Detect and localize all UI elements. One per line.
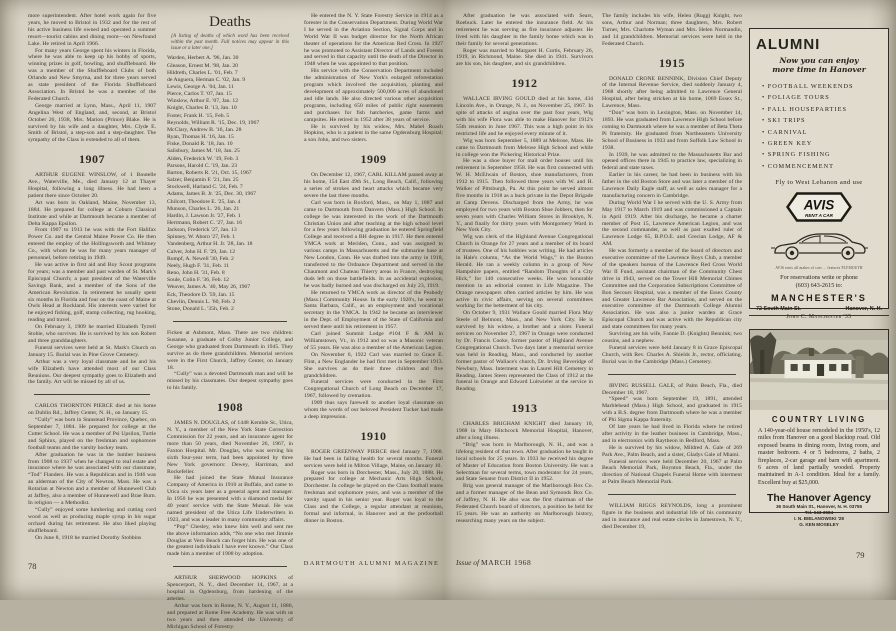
- obituary-paragraph: He was active in first aid and Boy Scout programs for years; was a member and past warden of St. Mark's Episcopal Church; a past president of the Waterville Savings Bank, and a member of the Sons of the American Revolution. In retirement he usually spent six months in Florida and four on the coast of Maine at Owls Head at Rockland. His interests were varied for he enjoyed fishing, golf, stamp collecting, rug hooking, reading and travel.: [28, 262, 156, 324]
- list-item: Hildreth, Charles L. '01, Feb. 7: [167, 69, 238, 76]
- list-item: • FOLIAGE TOURS: [762, 92, 882, 103]
- list-item: de Anguera, Herman C. '02, Jan. 9: [167, 76, 246, 83]
- list-item: Neely, Hugh F. '31, Feb. 11: [167, 262, 230, 269]
- list-item: Stockwell, Harland C. '24, Feb. 7: [167, 184, 243, 191]
- obituary-paragraph: He entered the N. Y. State Forestry Service in 1914 as a forester in the Conservation Department. During World War I he served in the Aviation Section, Signal Corps and in World War II was budget director for the North African theater of operations for the American Red Cross. In 1927 he was promoted to Assistant Director of Lands and Forests and served in that capacity until the death of the Director in 1948 when he was appointed to that position.: [304, 13, 443, 68]
- obituary-paragraph: George married at Lynn, Mass., April 11, 1907 Angelina West of England, and, second, at Bristol October 26, 1938, Mrs. Marion (Prince) Blake. He is survived by his wife and a daughter, Mrs. Clyde E. Smith of Bristol, a step-son and a step-daughter. The sympathy of the Class is extended to all of them.: [28, 102, 156, 144]
- obituary-paragraph: After graduation he was in the lumber business from 1908 to 1937 when he changed to real estate and insurance where he was associated with our classmate, “Tod” Flanders. He was a Republican and in 1946 was an alderman of the City of Newton, Mass. He was a Rotarian at Newton and a member of Hunnewell Club at Jaffrey, also a member of Hunnewell and Brae Burn. In religion — a Methodist.: [28, 451, 156, 506]
- list-item: Salzer, Benjamin F. '21, Jan. 25: [167, 177, 239, 184]
- list-item: Warden, Herbert A. '96, Jan. 30: [167, 55, 239, 62]
- obituary-paragraph: On October 9, 1931 Wallace Gould married Flora May Steele of Belmont, Mass., and New York City. He is survived by his widow, a brother and a sister. Funeral services on November 27, 1967 in Orange were conducted by Dr. Francis Cooke, former pastor of Highland Avenue Congregational Church. Two days later a memorial service was held in Reading, Mass., and conducted by another former pastor of Wallace's church, Dr. Irving Beveridge of Newbury, Mass. Interment was in Laurel Hill Cemetery in Reading. James Steen represented the Class of 1912 at the funeral in Orange and Edward Luitwieler at the service in Reading.: [456, 310, 593, 393]
- obituary-paragraph: The family includes his wife, Helen (Rugg) Knight, two sons, Arthur and Norman; three daughters, Mrs. Robert Turner, Mrs. Charlotte Wyman and Mrs. Helen Normandin, and 14 grandchildren. Memorial services were held in the Federated Church.: [602, 13, 742, 47]
- manchesters-proprietor: John C. Manchester '35: [786, 314, 852, 321]
- class-year-heading: 1907: [79, 152, 105, 167]
- class-year-heading: 1912: [511, 76, 538, 91]
- obituary-paragraph: Carl was born in Boxford, Mass., on May 1, 1887 and came to Dartmouth from Danvers (Mass.) High School. In college he was interested in the work of the Dartmouth Christian Union and after teaching at the high school level for a few years following graduation he entered Springfield College and received a BH degree in 1917. He then entered YMCA work at Meriden, Conn., and was assigned to various camps in Massachusetts and the submarine base at New London, Conn. He was drafted into the army in 1918, transferred to the Ordnance Department and served in the Chaumont and Chateau Thierry areas in France, destroying duds left on those battlefields. In an accidental explosion, he was badly burned and was discharged on July 23, 1919.: [304, 199, 443, 289]
- car-illustration-icon: [756, 229, 882, 266]
- list-item: Alden, Frederick W. '19, Feb. 3: [167, 155, 239, 162]
- alumni-ad-bullet-list: [762, 81, 882, 172]
- obituary-paragraph: Of late years he had lived in Florida where he retired after activity in the leather business in Cambridge, Mass., and in electronics with Raytheon in Bedford, Mass.: [602, 424, 742, 444]
- list-item: Munson, Charles L. '26, Jan. 21: [167, 205, 240, 212]
- section-divider: [608, 494, 736, 496]
- list-item: Barton, Roberts R. '21, Oct. 15, 1967: [167, 169, 252, 176]
- list-item: • GREEN KEY: [762, 138, 882, 149]
- agency-phone: Tel. 643-3584: [804, 510, 834, 516]
- class-year-heading: 1909: [360, 152, 387, 167]
- obituary-paragraph: Carl joined Summit Lodge #104 F & AM in Williamstown, Vt., in 1912 and so was a Masonic veteran of 55 years. He was also a member of the American Legion.: [304, 331, 443, 351]
- list-item: • SKI TRIPS: [762, 115, 882, 126]
- left-page-column-2: [167, 13, 293, 630]
- obituary-paragraph: Arthur was born in Rome, N. Y., August 11, 1886, and prepared at Rome Free Academy. He was with us two years and then attended the University of Michigan School of Forestry.: [167, 602, 293, 630]
- obituary-paragraph: From 1907 to 1913 he was with the Fort Halifax Power Co. and the Central Maine Power Co. He then entered the employ of the Hollingsworth and Whitney Co., with whom he was for many years manager of personnel, before retiring in 1949.: [28, 227, 156, 262]
- obituary-paragraph: Funeral services were held January 8 in Grace Episcopal Church, with Rev. Charles A. Shields Jr., rector, officiating. Burial was in the Cambridge (Mass.) Cemetery.: [602, 344, 742, 365]
- right-page-column-1: [456, 13, 593, 551]
- obituary-paragraph: He is survived by his widow, Mrs. Mabel Roach Hopkins, who is a patient in the same Ogdensburg Hospital; a son John, and two sisters.: [304, 123, 443, 144]
- list-item: Calver, John H. F. '29, Jan. 12: [167, 248, 236, 255]
- svg-text:RENT A CAR: RENT A CAR: [805, 213, 833, 219]
- list-item: Rumpf, A. Newell '30, Feb. 2: [167, 255, 234, 262]
- obituary-paragraph: Funeral services were held December 20, 1967 at Palm Beach Memorial Park, Boynton Beach, Fla., under the direction of National Chapels Funeral Home with interment at Palm Beach Memorial Park.: [602, 458, 742, 486]
- obituary-paragraph: CARLOS THORNTON PIERCE died at his home on Dublin Rd., Jaffrey Center, N. H., on January 15.: [28, 403, 156, 417]
- section-divider: [34, 394, 150, 396]
- obituary-paragraph: He was a shoe buyer for mail order houses until his retirement in September 1958. He was first connected with W. H. McElwain of Boston, shoe manufacturers, from 1912 to 1915. Then followed three years with W. and H. Walker of Pittsburgh, Pa. At this point he served almost five months in 1918 as a buck private in the Depot Brigade at Camp Devens. Discharged from the Army, he was employed for two years with Boston Shoe Jobbers, then for seven years with Charles William Stores in Brooklyn, N. Y., and finally for thirty years with Montgomery Ward in New York City.: [456, 158, 594, 234]
- deaths-list: [167, 55, 293, 313]
- obituary-paragraph: After graduation he was associated with Sears, Roebuck. Later he entered the insurance field. At his retirement he was serving as fire insurance adjuster. He lived with his daughter in the family home which was in their family for several generations.: [456, 13, 593, 47]
- reservations-text: For reservations write or phone (603) 643-2615 to:: [780, 274, 858, 290]
- list-item: McClary, Andrew B. '16, Jan. 28: [167, 126, 242, 133]
- svg-text:AVIS: AVIS: [803, 197, 835, 213]
- fly-text: Fly to West Lebanon and use: [775, 179, 863, 187]
- left-column-2-continued: [167, 321, 293, 631]
- list-item: Stone, Donald L. '35h, Feb. 2: [167, 305, 234, 312]
- alumni-ad-title: ALUMNI: [756, 36, 821, 53]
- alumni-ad-tagline: Now you can enjoy more time in Hanover: [772, 56, 866, 74]
- section-divider: [173, 321, 287, 323]
- agency-address: 36 South Main St., Hanover, N. H. 03755: [775, 504, 863, 510]
- deaths-notice: [A listing of deaths of which word has been received within the past month. Full notices may appear in this issue or a later one.]: [171, 34, 289, 51]
- obituary-paragraph: 1909 thus says farewell to another loyal classmate on whom the words of our beloved President Tucker had made a deep impression.: [304, 400, 443, 420]
- obituary-paragraph: On December 12, 1967, CARL KILLAM passed away at his home, 154 East 49th St., Long Beach, Calif., following a series of strokes and heart attacks which became very severe the last three months.: [304, 172, 443, 199]
- obituary-paragraph: IRVING RUSSELL GALE, of Palm Beach, Fla., died December 18, 1967.: [602, 382, 742, 396]
- obituary-paragraph: Brig was general manager of the Marlborough Box Co. and a former manager of the Bean and Symonds Box Co. of Jaffrey, N. H. He also was the first chairman of the Federated Church board of directors, a position he held for 15 years. He was an authority on Marlborough history, researching many years on the subject.: [456, 483, 593, 524]
- class-year-heading: 1908: [217, 400, 243, 415]
- list-item: Pierce, Carlos T. '07, Jan. 15: [167, 91, 232, 98]
- class-year-heading: 1913: [511, 401, 538, 416]
- obituary-paragraph: Art was born in Oakland, Maine, November 13, 1884. He prepared for college at Coburn Classical Institute and while at Dartmouth became a member of Delta Kappa Epsilon.: [28, 199, 156, 227]
- issue-footer: [456, 558, 531, 567]
- avis-manchester-ad: [749, 28, 889, 321]
- country-living-ad: [749, 329, 889, 527]
- issue-prefix: Issue of: [456, 558, 480, 567]
- list-item: Knight, Charles B. '13, Jan. 10: [167, 105, 237, 112]
- list-item: • SPRING FISHING: [762, 149, 882, 160]
- obituary-paragraph: He is survived by his widow, Mildred A. Gale of 269 Park Ave., Palm Beach, and a sister, Gladys Gale of Miami.: [602, 444, 742, 458]
- obituary-paragraph: On February 3, 1909 he married Elizabeth Tyrrell Stobie, who survives. He is survived by his son Robert and three granddaughters.: [28, 324, 156, 344]
- obituary-paragraph: For many years George spent his winters in Florida, where he was able to keep up his hobby of sports, winning prizes in golf, bowling, and shuffleboard. He was a member of the Shuffleboard Clubs of both Orlando and New Smyrna, and for three years served as state president of the Florida Shuffleboard Association. In Bristol he was a member of the Federated Church.: [28, 47, 156, 102]
- list-item: Lewis, George A. '04, Jan. 11: [167, 84, 234, 91]
- obituary-paragraph: Wig was clerk of the Highland Avenue Congregational Church in Orange for 27 years and a member of its board of trustees. One of his hobbies was writing. He had articles in Hale's column, “As the World Wags,” in the Boston Herald. He ran a weekly column in a group of New Hampshire papers, entitled “Random Thoughts of a City Hick,” for 140 consecutive weeks. He won honorable mention in an editorial contest in Life Magazine. The Orange newspapers often carried articles by him. He was active in civic affairs, serving on several committees working for the betterment of his city.: [456, 234, 593, 310]
- list-item: Parsons, Harold C. '19, Jan. 23: [167, 162, 238, 169]
- list-item: Spinney, W. Aborn '27, Feb. 1: [167, 234, 236, 241]
- section-divider: [608, 374, 736, 376]
- issue-date: MARCH 1968: [481, 558, 532, 567]
- list-item: Weaver, James A. '40, May 26, 1967: [167, 284, 251, 291]
- advertisement-column: [749, 28, 889, 527]
- obituary-paragraph: “Pop” Chesley, who knew him well and sent me the above information adds, “No one who met Jimmie Douglas at Vero Beach can forget him. He was one of the greatest individuals I have ever known.” Our Class made him a member of 1908 by adoption.: [167, 523, 293, 558]
- obituary-paragraph: “Speed” was born September 19, 1891, attended Marblehead (Mass.) High School, and graduated in 1915 with a B.S. degree from Dartmouth where he was a member of Phi Sigma Kappa fraternity.: [602, 396, 742, 424]
- obituary-paragraph: During World War I he served with the U. S. Army from May 1917 to March 1919 and was commissioned a Captain in April 1919. After his discharge, he became a charter member of Post 15, Lawrence American Legion, and was the second commander, as well as past exalted ruler of Lawrence Lodge 65, B.P.O.E. and Grecian Lodge, AF & AM.: [602, 199, 742, 248]
- avis-logo: [756, 192, 882, 227]
- page-number-right: 79: [856, 550, 865, 560]
- list-item: Gleason, Ernest M. '98, Jan. 20: [167, 62, 239, 69]
- obituary-paragraph: ARTHUR EUGENE WINSLOW, of 1 Boutelle Ave., Waterville, Me., died January 12 at Thayer Hospital, following a long illness. He had been a patient there since October 20.: [28, 172, 156, 199]
- list-item: • COMMENCEMENT: [762, 161, 882, 172]
- list-item: • FOOTBALL WEEKENDS: [762, 81, 882, 92]
- list-item: Fiske, Donald R. '18, Jan. 10: [167, 141, 233, 148]
- hanover-agency-name: The Hanover Agency: [766, 492, 872, 505]
- list-item: Herrmann, Robert C. '27, Jan. 16: [167, 219, 243, 226]
- obituary-paragraph: Roger was married to Margaret H. Curtis, February 26, 1919, in Richmond, Maine. She died in 1941. Survivors are his son, his daughter, and six grandchildren.: [456, 47, 593, 68]
- list-item: Salisbury, James M. '18, Jan. 25: [167, 148, 240, 155]
- obituary-paragraph: ARTHUR SHERWOOD HOPKINS of Spencerport, N. Y., died December 14, 1967, at a hospital in Ogdensburg, from hardening of the arteries.: [167, 575, 293, 603]
- obituary-paragraph: ROGER GREENWAY PIERCE died January 7, 1968. He had been in failing health for several months. Funeral services were held in Milton Village, Maine, on January 10.: [304, 448, 443, 469]
- obituary-paragraph: Surviving are his wife, Fannie D. (Knights) Bennink; two cousins, and a nephew.: [602, 331, 742, 344]
- class-year-heading: 1915: [659, 55, 685, 70]
- obituary-paragraph: Ficken at Ashmont, Mass. There are two children: Susanne, a graduate of Colby Junior College, and George who graduated from Dartmouth in 1945. They survive as do three grandchildren. Memorial services were in the First Church, Jaffrey Center, on January 18.: [167, 330, 293, 371]
- list-item: • CARNIVAL: [762, 127, 882, 138]
- list-item: Vandenberg, Arthur H. Jr. '28, Jan. 18: [167, 241, 253, 248]
- magazine-title-footer: DARTMOUTH ALUMNI MAGAZINE: [303, 560, 440, 567]
- list-item: Winslow, Arthur E. '07, Jan. 12: [167, 98, 239, 105]
- obituary-paragraph: JAMES N. DOUGLAS, of 1448 Kemble St., Utica, N. Y., a member of the New York State Correction Commission for 22 years, and an insurance agent for more than 50 years, died November 26, 1967, in Faxton Hospital. Mr. Douglas, who was serving his sixth four-year term, had been appointed by three New York governors: Dewey, Harriman, and Rockefeller.: [167, 420, 293, 475]
- section-divider: [173, 566, 287, 568]
- manchesters-store-name: MANCHESTER'S: [771, 293, 867, 304]
- list-item: Ryan, Thomas H. '16, Jan. 15: [167, 134, 234, 141]
- list-item: Soule, Colin F. '36, Feb. 12: [167, 277, 230, 284]
- obituary-paragraph: WILLIAM RIGGS REYNOLDS, long a prominent figure in the business and industrial life of his community and in insurance and real estate circles in Jamestown, N. Y., died December 19,: [602, 503, 742, 530]
- obituary-paragraph: “Don” was born in Lexington, Mass. on November 14, 1893. He was graduated from Lawrence High School before coming to Dartmouth where he was a member of Beta Theta Pi fraternity. He graduated from Northeastern University School of Business in 1933 and from Suffolk Law School in 1938.: [602, 110, 742, 151]
- obituary-paragraph: more superintendent. After hotel work again for five years, he moved to Bristol in 1932 and for the rest of his active business life owned and operated a summer resort—tourist cabins and dining room—on Newfound Lake. He retired in April 1966.: [28, 13, 156, 47]
- country-living-body: A 140-year-old house remodeled in the 1950's, 12 miles from Hanover on a good blacktop road. Old exposed beams in dining room, living room, and master bedroom. 4 or 5 bedrooms, 2 baths, 2 fireplaces, 2-car garage and barn with apartment. 6 acres of land partially wooded. Property maintained in A-1 condition. Ideal for a family. Excellent buy at $25,000.: [758, 428, 880, 486]
- left-page-column-3: [304, 13, 443, 553]
- country-living-title: COUNTRY LIVING: [771, 415, 867, 424]
- obituary-paragraph: He had joined the State Mutual Insurance Company of America in 1910 at Buffalo, and came to Utica six years later as a general agent and manager. In 1950 he was presented with a diamond medal for 40 years' service with the State Mutual. He was named president of the Utica Life Underwriters in 1923, and was a leader in many community affairs.: [167, 475, 293, 523]
- list-item: Adams, James B. Jr. '25, Dec. 30, 1967: [167, 191, 257, 198]
- obituary-paragraph: Funeral services were held at St. Mark's Church on January 15. Burial was in Pine Grove Cemetery.: [28, 344, 156, 358]
- obituary-paragraph: He returned to YMCA work as director of the Peabody (Mass.) Community House. In the early 1920's, he went to Santa Barbara, Calif., as an employment and vocational secretary in the YMCA. In 1942 he became an interviewer in the Dept. of Employment of the State of California and served there until his retirement in 1957.: [304, 289, 443, 331]
- obituary-paragraph: CHARLES BRIGHAM KNIGHT died January 10, 1968 in Mary Hitchcock Memorial Hospital, Hanover, after a long illness.: [456, 421, 593, 442]
- obituary-paragraph: On June 8, 1918 he married Dorothy Stobbins: [35, 534, 142, 541]
- right-page-column-2: [602, 13, 742, 569]
- obituary-paragraph: Roger was born in Dorchester, Mass., July 20, 1888. He prepared for college at Mechanic Arts High School, Dorchester. In college he played on the Class football teams freshman and sophomore years, and was a member of the varsity squad in his senior year. Roger was loyal to the Class and the College, a regular attendant at reunions, formal and informal, in Hanover and at the prefootball dinner in Boston.: [304, 469, 443, 524]
- obituary-paragraph: “Cully” was born in Stanstead Province, Quebec, on September 7, 1884. He prepared for college at the Cutter School. He was a member of Psi Upsilon, Turtle and Sphinx, played on the freshman and sophomore football teams and the varsity hockey team.: [28, 417, 156, 451]
- obituary-paragraph: Earlier in his career, he had been in business with his father in the old Boston Store and was later a member of the Lawrence Daily Eagle staff, as well as sales manager for a manufacturing concern in Cambridge.: [602, 172, 742, 199]
- agency-contact-2: G. KEN MOSELEY: [799, 521, 839, 527]
- house-photo: [750, 330, 888, 410]
- obituary-paragraph: “Cully” enjoyed some lumbering and cutting cord wood as well as producing maple syrup in his sugar orchard during his retirement. He also liked playing shuffleboard.: [28, 506, 156, 534]
- obituary-paragraph: Wig was born September 5, 1889 at Melrose, Mass. He came to Dartmouth from Melrose High School and while in college won the Pickering Historical Prize.: [456, 137, 593, 158]
- list-item: Eck, Theodore D. '59, Jan. 15: [167, 291, 235, 298]
- list-item: Chevlin, Dennis L. '60, Feb. 2: [167, 298, 236, 305]
- avis-badge-icon: [786, 192, 852, 222]
- obituary-paragraph: “Brig” was born in Marlborough, N. H., and was a lifelong resident of that town. After graduation he taught in local schools for 25 years. In 1933 he received his degree of Master of Education from Boston University. He was a Selectman for several terms, town moderator for 24 years, and State Senator from District II in 1952.: [456, 441, 593, 483]
- page-number-left: 78: [28, 561, 37, 571]
- left-page-column-1: [28, 13, 156, 569]
- list-item: • FALL HOUSEPARTIES: [762, 104, 882, 115]
- manchesters-address: 72 South Main St. Hanover, N. H.: [756, 306, 882, 313]
- list-item: Reno, John H. '31, Feb. 8: [167, 270, 225, 277]
- obituary-paragraph: In 1939, he was admitted to the Massachusetts Bar and opened offices there in 1945 to practice law, specializing in federal and state taxes.: [602, 151, 742, 172]
- list-item: Hardin, J. Lawson Jr. '27, Feb. 1: [167, 212, 241, 219]
- deaths-heading: Deaths: [209, 14, 251, 30]
- obituary-paragraph: On November 6, 1922 Carl was married to Grace E. Flint, a New Englander he had first met in September 1913. She survives as do their three children and five grandchildren.: [304, 351, 443, 379]
- list-item: Jackson, Frederick '27, Jan. 13: [167, 227, 237, 234]
- agency-contact-1: I. N. BIELANOWSKI '28: [794, 515, 844, 521]
- list-item: Reynolds, William R. '15, Dec. 19, 1967: [167, 119, 260, 126]
- obituary-paragraph: Arthur was a very loyal classmate and he and his wife Elizabeth have attended most of our Class Reunions. Our deepest sympathy goes to Elizabeth and the family. Art will be missed by all of us.: [28, 358, 156, 386]
- obituary-paragraph: He was formerly a member of the board of directors and executive committee of the Lawrence Boys Club, a member of the speakers bureau of the Lawrence Red Cross World War II Fund, assistant chairman of the Community Chest drive in 1943, served on the Tower Hill Memorial Chimes Committee and the Corporation Subscriptions Committee of Bon Secours Hospital, was a member of the Essex County and Greater Lawrence Bar Association, and served on the executive committee of the Dartmouth College Alumni Association. He was also a junior warden at Grace Episcopal Church and was active with the Republican city and state committees for many years.: [602, 248, 742, 331]
- list-item: Chilcott, Theodore E. '25, Jan. 4: [167, 198, 241, 205]
- obituary-paragraph: WALLACE IRVING GOULD died at his home, 434 Lincoln Ave., in Orange, N. J., on November 25, 1967. In spite of attacks of angina over the past four years, Wig with his wife Flora was able to make Hanover for 1912's 55th reunion in June 1967. This was a high point in his restricted life and he enjoyed every minute of it.: [456, 96, 593, 137]
- obituary-paragraph: Funeral services were conducted in the First Congregational Church of Long Beach on December 17, 1967, followed by cremation.: [304, 379, 443, 400]
- car-caption: AVIS rents all makes of cars ... features PLYMOUTH: [775, 266, 863, 271]
- obituary-paragraph: His service with the Conservation Department included the administration of New York's enlarged reforestation program which involved the acquisition, planting and development of approximately 500,000 acres of abandoned and idle lands. He also directed various other acquisition programs, including 650 miles of public right easements and purchases for fish hatcheries, game farms and campsites. He retired in 1952 after 38 years of service.: [304, 68, 443, 123]
- obituary-paragraph: “Cully” was a devoted Dartmouth man and will be missed by his classmates. Our deepest sympathy goes to his family.: [167, 371, 293, 392]
- obituary-paragraph: DONALD CRONE BENNINK, Division Chief Deputy of the Internal Revenue Service, died suddenly January 4, 1968 shortly after being admitted to Lawrence General Hospital, after being stricken at his home, 1069 Essex St., Lawrence, Mass.: [602, 75, 742, 110]
- class-year-heading: 1910: [360, 428, 387, 443]
- list-item: Foster, Frank H. '15, Feb. 5: [167, 112, 230, 119]
